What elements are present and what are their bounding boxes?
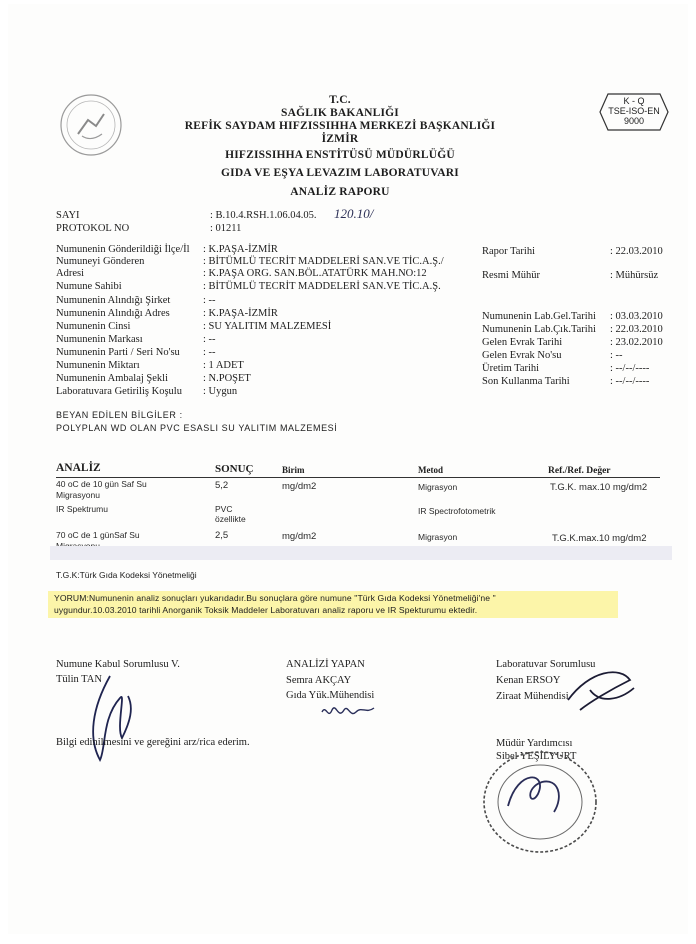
col-header-analiz: ANALİZ bbox=[56, 462, 101, 474]
row2-metod: IR Spectrofotometrik bbox=[418, 506, 496, 516]
signature-mid-icon bbox=[318, 700, 378, 724]
field-label: Numunenin Cinsi bbox=[56, 321, 131, 332]
row3-sonuc: 2,5 bbox=[215, 530, 229, 541]
row2-analiz: IR Spektrumu bbox=[56, 504, 108, 514]
sig-left-title: Numune Kabul Sorumlusu V. bbox=[56, 659, 180, 670]
field-value: : BİTÜMLÜ TECRİT MADDELERİ SAN.VE TİC.A.Ş./ bbox=[203, 256, 444, 267]
director-name: Sibel YEŞİLYURT bbox=[496, 751, 577, 762]
header-report-title: ANALİZ RAPORU bbox=[290, 186, 390, 198]
row2-sonuc-cont: özellikte bbox=[215, 514, 246, 524]
field-label: Son Kullanma Tarihi bbox=[482, 376, 570, 387]
field-value: : Uygun bbox=[203, 386, 238, 397]
sig-right-role: Ziraat Mühendisi bbox=[496, 691, 569, 702]
field-label: Numunenin Lab.Gel.Tarihi bbox=[482, 311, 596, 322]
protokol-label: PROTOKOL NO bbox=[56, 223, 130, 234]
rapor-tarihi-value: : 22.03.2010 bbox=[610, 246, 663, 257]
sayi-value: : B.10.4.RSH.1.06.04.05. bbox=[210, 210, 317, 221]
field-value: : -- bbox=[203, 334, 216, 345]
row1-analiz: 40 oC de 10 gün Saf Su bbox=[56, 479, 147, 489]
field-label: Gelen Evrak No'su bbox=[482, 350, 562, 361]
footer-text: Bilgi edinilmesini ve gereğini arz/rica ederim. bbox=[56, 737, 250, 748]
field-value: : N.POŞET bbox=[203, 373, 251, 384]
row2-sonuc: PVC bbox=[215, 504, 233, 514]
col-header-sonuc: SONUÇ bbox=[215, 463, 254, 475]
field-label: Numune Sahibi bbox=[56, 281, 122, 292]
sig-mid-title: ANALİZİ YAPAN bbox=[286, 659, 365, 670]
field-label: Laboratuvara Getiriliş Koşulu bbox=[56, 386, 182, 397]
row1-sonuc: 5,2 bbox=[215, 480, 229, 491]
field-value: : -- bbox=[203, 347, 216, 358]
sig-right-title: Laboratuvar Sorumlusu bbox=[496, 659, 596, 670]
header-lab: GIDA VE EŞYA LEVAZIM LABORATUVARI bbox=[221, 167, 459, 179]
tgk-note: T.G.K:Türk Gıda Kodeksi Yönetmeliği bbox=[56, 570, 197, 580]
field-value: : 23.02.2010 bbox=[610, 337, 663, 348]
comment-line2: uygundur.10.03.2010 tarihli Anorganik Toksik Maddeler Laboratuvarı analiz raporu ve IR Spekturumu ektedir. bbox=[54, 605, 478, 615]
field-value: : BİTÜMLÜ TECRİT MADDELERİ SAN.VE TİC.A.Ş. bbox=[203, 281, 441, 292]
col-header-birim: Birim bbox=[282, 465, 305, 475]
field-value: : 1 ADET bbox=[203, 360, 244, 371]
official-stamp-icon bbox=[478, 748, 608, 858]
field-label: Numunenin Parti / Seri No'su bbox=[56, 347, 180, 358]
field-label: Numunenin Alındığı Şirket bbox=[56, 295, 171, 306]
row3-analiz: 70 oC de 1 günSaf Su bbox=[56, 530, 140, 540]
field-value: : K.PAŞA-İZMİR bbox=[203, 244, 278, 255]
field-label: Numunenin Markası bbox=[56, 334, 143, 345]
col-header-metod: Metod bbox=[418, 465, 443, 475]
field-label: Numunenin Gönderildiği İlçe/İl bbox=[56, 244, 190, 255]
resmi-muhur-label: Resmi Mühür bbox=[482, 270, 541, 281]
field-label: Numunenin Lab.Çık.Tarihi bbox=[482, 324, 596, 335]
badge-line3: 9000 bbox=[623, 116, 645, 126]
sig-mid-name: Semra AKÇAY bbox=[286, 675, 352, 686]
row1-metod: Migrasyon bbox=[418, 482, 458, 492]
sayi-handwritten: 120.10/ bbox=[334, 206, 374, 221]
field-value: : 22.03.2010 bbox=[610, 324, 663, 335]
field-label: Gelen Evrak Tarihi bbox=[482, 337, 563, 348]
header-ministry: SAĞLIK BAKANLIĞI bbox=[281, 107, 399, 119]
director-title: Müdür Yardımcısı bbox=[496, 738, 573, 749]
sayi-label: SAYI bbox=[56, 210, 80, 221]
field-label: Numunenin Alındığı Adres bbox=[56, 308, 170, 319]
field-value: : K.PAŞA ORG. SAN.BÖL.ATATÜRK MAH.NO:12 bbox=[203, 268, 427, 279]
sig-mid-role: Gıda Yük.Mühendisi bbox=[286, 690, 375, 701]
field-label: Numunenin Miktarı bbox=[56, 360, 140, 371]
signature-left-icon bbox=[82, 668, 142, 768]
tse-badge-text bbox=[598, 96, 670, 126]
field-value: : --/--/---- bbox=[610, 363, 650, 374]
field-label: Numuneyi Gönderen bbox=[56, 256, 145, 267]
sig-right-name: Kenan ERSOY bbox=[496, 675, 561, 686]
declared-text: POLYPLAN WD OLAN PVC ESASLI SU YALITIM MALZEMESİ bbox=[56, 423, 338, 433]
field-value: : -- bbox=[610, 350, 623, 361]
signature-right-icon bbox=[560, 660, 640, 720]
declared-heading: BEYAN EDİLEN BİLGİLER : bbox=[56, 410, 183, 420]
row3-ref: T.G.K.max.10 mg/dm2 bbox=[552, 533, 647, 544]
field-value: : SU YALITIM MALZEMESİ bbox=[203, 321, 332, 332]
rapor-tarihi-label: Rapor Tarihi bbox=[482, 246, 536, 257]
col-header-ref: Ref./Ref. Değer bbox=[548, 466, 611, 476]
row1-analiz-cont: Migrasyonu bbox=[56, 490, 100, 500]
field-value: : -- bbox=[203, 295, 216, 306]
header-tc: T.C. bbox=[329, 94, 351, 106]
sig-left-name: Tülin TAN bbox=[56, 674, 102, 685]
badge-line2: TSE-ISO-EN bbox=[608, 106, 660, 116]
badge-line1: K - Q bbox=[623, 96, 645, 106]
field-label: Üretim Tarihi bbox=[482, 363, 540, 374]
scan-shadow-bar bbox=[50, 546, 672, 560]
field-value: : 03.03.2010 bbox=[610, 311, 663, 322]
table-header-rule bbox=[56, 477, 660, 478]
header-center: REFİK SAYDAM HIFZISSIHHA MERKEZİ BAŞKANLIĞI bbox=[184, 120, 496, 132]
comment-line1: YORUM:Numunenin analiz sonuçları yukarıdadır.Bu sonuçlara göre numune "Türk Gıda Kodeksi Yönetmeliği'ne " bbox=[54, 593, 496, 603]
resmi-muhur-value: : Mühürsüz bbox=[610, 270, 659, 281]
row3-birim: mg/dm2 bbox=[282, 531, 317, 542]
field-value: : K.PAŞA-İZMİR bbox=[203, 308, 278, 319]
header-city: İZMİR bbox=[321, 133, 359, 145]
row1-ref: T.G.K. max.10 mg/dm2 bbox=[550, 482, 648, 493]
header-institute: HIFZISSIHHA ENSTİTÜSÜ MÜDÜRLÜĞÜ bbox=[225, 149, 455, 161]
field-label: Numunenin Ambalaj Şekli bbox=[56, 373, 168, 384]
field-label: Adresi bbox=[56, 268, 84, 279]
field-value: : --/--/---- bbox=[610, 376, 650, 387]
protokol-value: : 01211 bbox=[210, 223, 242, 234]
row3-metod: Migrasyon bbox=[418, 532, 458, 542]
row1-birim: mg/dm2 bbox=[282, 481, 317, 492]
